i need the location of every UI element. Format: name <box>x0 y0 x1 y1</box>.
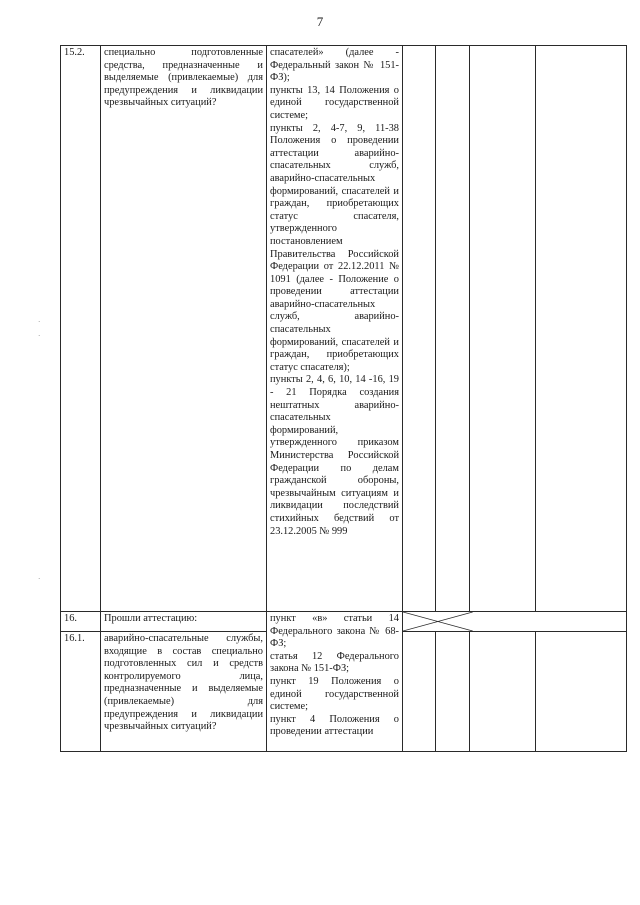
answer-na-cell <box>470 46 536 612</box>
row-number: 16. <box>61 612 101 632</box>
requirement-text: специально подготовленные средства, предназначенные и выделяемые (привлекаемые) для предупреждения и ликвидации чрезвычайных ситуаций? <box>101 46 267 612</box>
page-number: 7 <box>316 14 324 29</box>
scan-speck: · <box>38 318 41 326</box>
answer-no-cell <box>436 46 470 612</box>
table-row <box>61 46 627 612</box>
scan-speck: · <box>38 575 41 583</box>
row-number: 16.1. <box>61 632 101 752</box>
legal-basis: спасателей» (далее - Федеральный закон № 151-ФЗ); пункты 13, 14 Положения о единой государственной системе; пункты 2, 4-7, 9, 11-38 Положения о проведении аттестации аварийно-спасательных служб, аварийно-спасательных формирований, спасателей и граждан, приобретающих статус спасателя, утвержденного постановлением Правительства Российской Федерации от 22.12.2011 № 1091 (далее - Положение о проведении аттестации аварийно-спасательных служб, аварийно-спасательных формирований, спасателей и граждан, приобретающих статус спасателя); пункты 2, 4, 6, 10, 14 -16, 19 - 21 Порядка создания нештатных аварийно-спасательных формирований, утвержденного приказом Министерства Российской Федерации по делам гражданской обороны, чрезвычайным ситуациям и ликвидации последствий стихийных бедствий от 23.12.2005 № 999 <box>267 46 403 612</box>
requirements-table <box>60 45 627 752</box>
requirement-text: Прошли аттестацию: <box>101 612 267 632</box>
cross-out-mark <box>403 612 626 631</box>
note-cell <box>536 46 627 612</box>
answer-no-cell <box>436 632 470 752</box>
answer-yes-cell <box>403 46 436 612</box>
answer-na-cell <box>470 632 536 752</box>
crossed-out-cell <box>403 612 627 632</box>
table-row <box>61 612 627 632</box>
requirement-text: аварийно-спасательные службы, входящие в состав специально подготовленных сил и средств контролируемого лица, предназначенные и выделяемые (привлекаемые) для предупреждения и ликвидации чрезвычайных ситуаций? <box>101 632 267 752</box>
legal-basis: пункт «в» статьи 14 Федерального закона № 68-ФЗ; статья 12 Федерального закона № 151-ФЗ; пункт 19 Положения о единой государственной системе; пункт 4 Положения о проведении аттестации <box>267 612 403 752</box>
scan-speck: · <box>38 332 41 340</box>
note-cell <box>536 632 627 752</box>
row-number: 15.2. <box>61 46 101 612</box>
answer-yes-cell <box>403 632 436 752</box>
